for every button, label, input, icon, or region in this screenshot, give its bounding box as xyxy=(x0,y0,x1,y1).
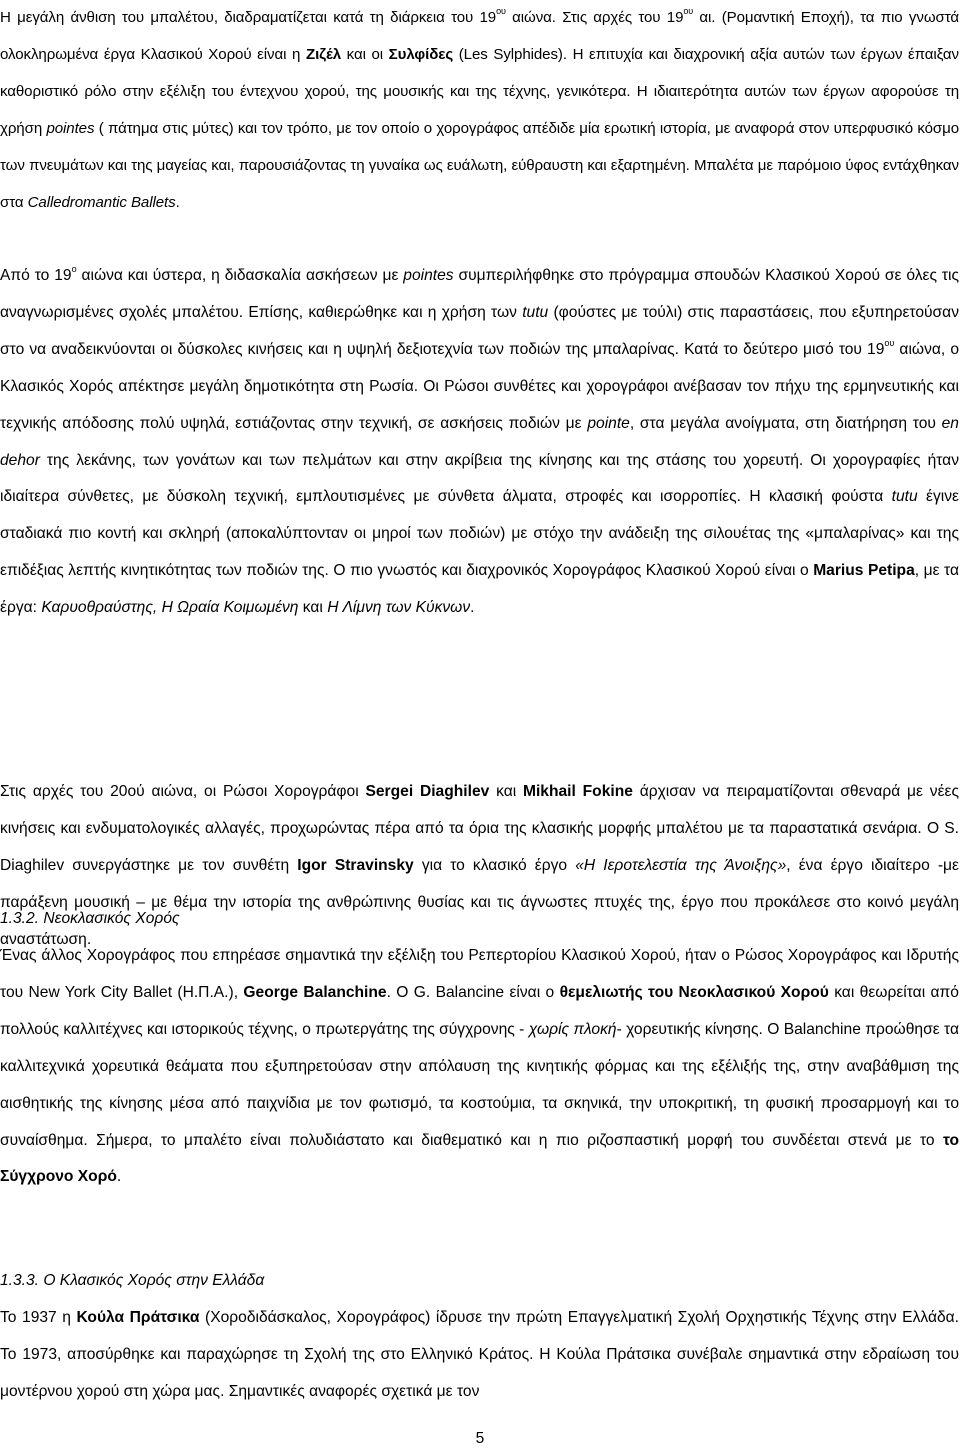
superscript-ordinal: ου xyxy=(496,5,506,16)
text-run: αιώνα. Στις αρχές του 19 xyxy=(505,9,684,26)
text-run: αιώνα, ο Κλασικός Χορός απέκτησε μεγάλη δημοτικότητα στη Ρωσία. Οι Ρώσοι συνθέτες και χορογράφοι ανέβασαν τον πήχυ της ερμηνευτικής και τεχνικής απόδοσης πολύ υψηλά, εστιάζοντας στην τεχνική, σε ασκήσεις ποδιών με xyxy=(0,340,959,432)
italic-text: «Η Ιεροτελεστία της Άνοιξης» xyxy=(575,856,787,874)
text-run: , ένα έργο ιδιαίτερο -με παράξενη μουσική – με θέμα την ιστορία της ανθρώπινης θυσίας και τις άγνωστες πτυχές της, έργο που προκάλεσε στο κοινό μεγάλη αναστάτωση. xyxy=(0,856,959,948)
italic-text: Καρυοθραύστης, Η Ωραία Κοιμωμένη xyxy=(41,599,299,617)
bold-text: George Balanchine xyxy=(243,983,387,1001)
italic-text: χωρίς πλοκή xyxy=(528,1020,617,1038)
bold-text: Marius Petipa xyxy=(813,562,915,580)
text-run: . xyxy=(116,1168,122,1186)
text-run: Ένας άλλος Χορογράφος που επηρέασε σημαντικά την εξέλιξη του Ρεπερτορίου Κλασικού Χορού, ήταν ο Ρώσος Χορογράφος και Ιδρυτής του New York City Ballet (Η.Π.Α.), xyxy=(0,947,959,1001)
text-run: άρχισαν να πειραματίζονται σθεναρά με νέες κινήσεις και ενδυματολογικές αλλαγές, προχωρώντας πέρα από τα όρια της κλασικής μορφής μπαλέτου με τα παραστατικά σενάρια. Ο S. Diaghilev συνεργάστηκε με τον συνθέτη xyxy=(0,783,959,874)
text-run: και θεωρείται από πολλούς καλλιτέχνες και ιστορικούς τέχνης, ο πρωτεργάτης της σύγχρονης - xyxy=(0,983,959,1038)
italic-text: Calledromantic Ballets xyxy=(27,193,176,211)
bold-text: Sergei Diaghilev xyxy=(365,783,490,800)
bold-text: θεμελιωτής του Νεοκλασικού Χορού xyxy=(559,983,829,1001)
text-run: . xyxy=(175,193,180,211)
paragraph-romantic-era xyxy=(0,0,959,221)
text-run: αιώνα και ύστερα, η διδασκαλία ασκήσεων με xyxy=(76,267,404,284)
section-heading-neoclassical: 1.3.2. Νεοκλασικός Χορός xyxy=(0,910,180,927)
superscript-ordinal: ου xyxy=(884,337,895,348)
text-run: αι. (Ρομαντική Εποχή), τα πιο γνωστά ολοκληρωμένα έργα Κλασικού Χορού είναι η xyxy=(0,9,959,63)
text-run: ( πάτημα στις μύτες) και τον τρόπο, με τον οποίο ο χορογράφος απέδιδε μία ερωτική ιστορία, με αναφορά στον υπερφυσικό κόσμο των πνευμάτων και της μαγείας και, παρουσιάζοντας τη γυναίκα ως ευάλωτη, εύθραυστη και εξαρτημένη. Μπαλέτα με παρόμοιο ύφος εντάχθηκαν στα xyxy=(0,119,960,211)
page-number: 5 xyxy=(475,1430,485,1447)
superscript-ordinal: ου xyxy=(683,5,694,16)
text-run: , με τα έργα: xyxy=(0,562,960,617)
superscript-ordinal: ο xyxy=(71,263,77,274)
text-run: . xyxy=(470,599,475,617)
text-run: και xyxy=(298,599,328,617)
text-run: Το 1937 η xyxy=(0,1309,77,1326)
text-run: και οι xyxy=(341,45,389,63)
text-run: έγινε σταδιακά πιο κοντή και σκληρή (αποκαλύπτονταν οι μηροί των ποδιών) με στόχο την ανάδειξη της σιλουέτας της «μπαλαρίνας» και της επιδέξιας λεπτής κινητικότητας των ποδιών της. Ο πιο γνωστός και διαχρονικός Χορογράφος Κλασικού Χορού είναι ο xyxy=(0,488,959,580)
text-run: , στα μεγάλα ανοίγματα, στη διατήρηση του xyxy=(629,414,942,432)
bold-text: το Σύγχρονο Χορό xyxy=(0,1131,959,1186)
paragraph-pratsika xyxy=(0,1300,959,1411)
text-run: (φούστες με τούλι) στις παραστάσεις, που εξυπηρετούσαν στο να αναδεικνύονται οι δύσκολες κινήσεις και η υψηλή δεξιοτεχνία των ποδιών της μπαλαρίνας. Κατά το δεύτερο μισό του 19 xyxy=(0,303,959,358)
bold-text: Igor Stravinsky xyxy=(297,856,414,874)
bold-text: Κούλα Πράτσικα xyxy=(76,1309,200,1326)
paragraph-pointes-training xyxy=(0,258,959,627)
italic-text: tutu xyxy=(891,488,918,506)
text-run: (Les Sylphides). Η επιτυχία και διαχρονική αξία αυτών των έργων έπαιξαν καθοριστικό ρόλο στην εξέλιξη του έντεχνου χορού, της μουσικής και της τέχνης, γενικότερα. Η ιδιαιτερότητα αυτών των έργων αφορούσε τη χρήση xyxy=(0,45,959,137)
text-run: Από το 19 xyxy=(0,267,72,284)
text-run: - χορευτικής κίνησης. Ο Balanchine προώθησε τα καλλιτεχνικά χορευτικά θεάματα που εξυπηρετούσαν στην απόλαυση της κινητικής φόρμας και της εξέλιξής της, στην αναβάθμιση της αισθητικής της κίνησης μέσα από παιχνίδια με τον φωτισμό, τα κοστούμια, τα σκηνικά, την υποκριτική, τη φυσική προσαρμογή και το συναίσθημα. Σήμερα, το μπαλέτο είναι πολυδιάστατο και διαθεματικό και η πιο ριζοσπαστική μορφή του συνδέεται στενά με το xyxy=(0,1020,959,1149)
bold-text: Ζιζέλ xyxy=(305,45,342,63)
italic-text: pointes xyxy=(403,267,454,284)
italic-text: tutu xyxy=(522,303,549,321)
text-run: (Χοροδιδάσκαλος, Χορογράφος) ίδρυσε την πρώτη Επαγγελματική Σχολή Ορχηστικής Τέχνης στην Ελλάδα. Το 1973, αποσύρθηκε και παραχώρησε τη Σχολή της στο Ελληνικό Κράτος. Η Κούλα Πράτσικα συνέβαλε σημαντικά στην εδραίωση του μοντέρνου χορού στη χώρα μας. Σημαντικές αναφορές σχετικά με τον xyxy=(0,1309,959,1400)
text-run: για το κλασικό έργο xyxy=(413,856,576,874)
italic-text: pointe xyxy=(587,414,630,432)
italic-text: pointes xyxy=(46,119,95,137)
italic-text: en dehor xyxy=(0,414,959,469)
text-run: της λεκάνης, των γονάτων και των πελμάτων και στην ακρίβεια της κίνησης και της στάσης του χορευτή. Οι χορογραφίες ήταν ιδιαίτερα σύνθετες, με δύσκολη τεχνική, εμπλουτισμένες με σύνθετα άλματα, στροφές και ισορροπίες. Η κλασική φούστα xyxy=(0,451,959,506)
italic-text: Η Λίμνη των Κύκνων xyxy=(327,599,471,617)
text-run: . Ο G. Balancine είναι ο xyxy=(386,983,560,1001)
text-run: Στις αρχές του 20ού αιώνα, οι Ρώσοι Χορογράφοι xyxy=(0,783,366,800)
text-run: Η μεγάλη άνθιση του μπαλέτου, διαδραματίζεται κατά τη διάρκεια του 19 xyxy=(0,9,497,26)
text-run: συμπεριλήφθηκε στο πρόγραμμα σπουδών Κλασικού Χορού σε όλες τις αναγνωρισμένες σχολές μπαλέτου. Επίσης, καθιερώθηκε και η χρήση των xyxy=(0,267,959,321)
bold-text: Mikhail Fokine xyxy=(522,783,633,800)
text-run: και xyxy=(489,783,523,800)
bold-text: Συλφίδες xyxy=(388,45,454,63)
paragraph-balanchine xyxy=(0,938,959,1196)
section-heading-greece: 1.3.3. Ο Κλασικός Χορός στην Ελλάδα xyxy=(0,1272,265,1289)
